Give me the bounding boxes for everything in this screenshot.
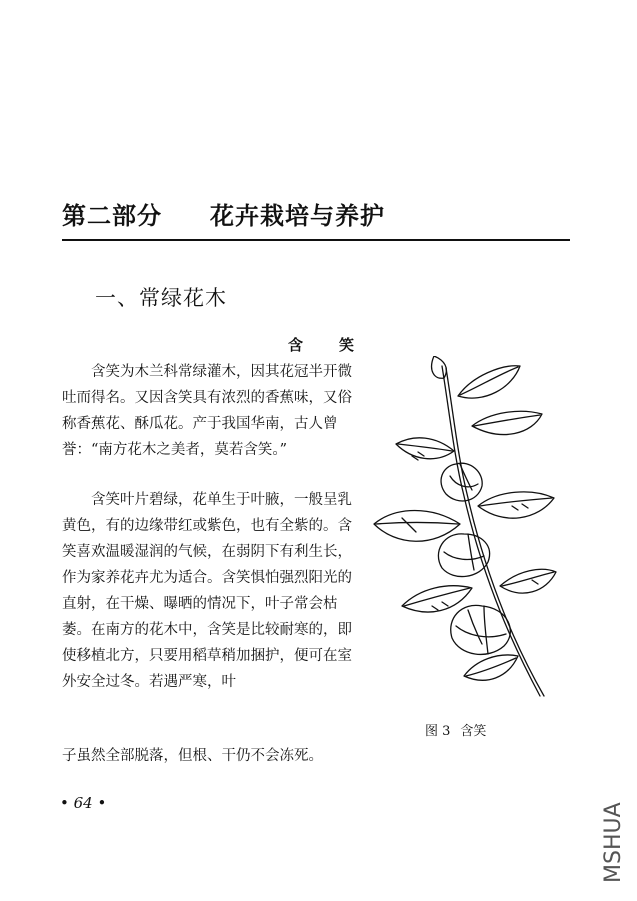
figure-number: 图 3 (425, 724, 451, 739)
watermark-text: MSHUA (601, 802, 626, 883)
watermark (598, 785, 628, 885)
part-heading (62, 196, 385, 231)
heading-rule (62, 239, 570, 241)
body-paragraph-2-tail: 子虽然全部脱落，但根、干仍不会冻死。 (62, 748, 323, 764)
section-title: 一、常绿花木 (95, 286, 227, 310)
figure-caption (425, 720, 486, 739)
figure-caption-text: 含笑 (460, 724, 487, 739)
page-number: • 64 • (60, 794, 107, 812)
body-paragraph-1: 含笑为木兰科常绿灌木，因其花冠半开微吐而得名。又因含笑具有浓烈的香蕉味，又俗称香蕉花、酥瓜花。产于我国华南，古人曾誉：“南方花木之美者，莫若含笑。” (62, 364, 352, 458)
entry-title-char2: 笑 (339, 336, 355, 354)
part-label: 第二部分 (62, 202, 162, 230)
magnolia-branch-illustration-icon (372, 356, 557, 701)
entry-title-char1: 含 (288, 336, 304, 354)
entry-title (288, 334, 354, 355)
body-paragraph-2: 含笑叶片碧绿，花单生于叶腋，一般呈乳黄色，有的边缘带红或紫色，也有全紫的。含笑喜欢温暖湿润的气候，在弱阴下有利生长，作为家养花卉尤为适合。含笑惧怕强烈阳光的直射，在干燥、曝晒的情况下，叶子常会枯萎。在南方的花木中，含笑是比较耐寒的，即使移植北方，只要用稻草稍加捆护，便可在室外安全过冬。若遇严寒，叶 (62, 492, 352, 690)
part-title: 花卉栽培与养护 (210, 202, 385, 230)
